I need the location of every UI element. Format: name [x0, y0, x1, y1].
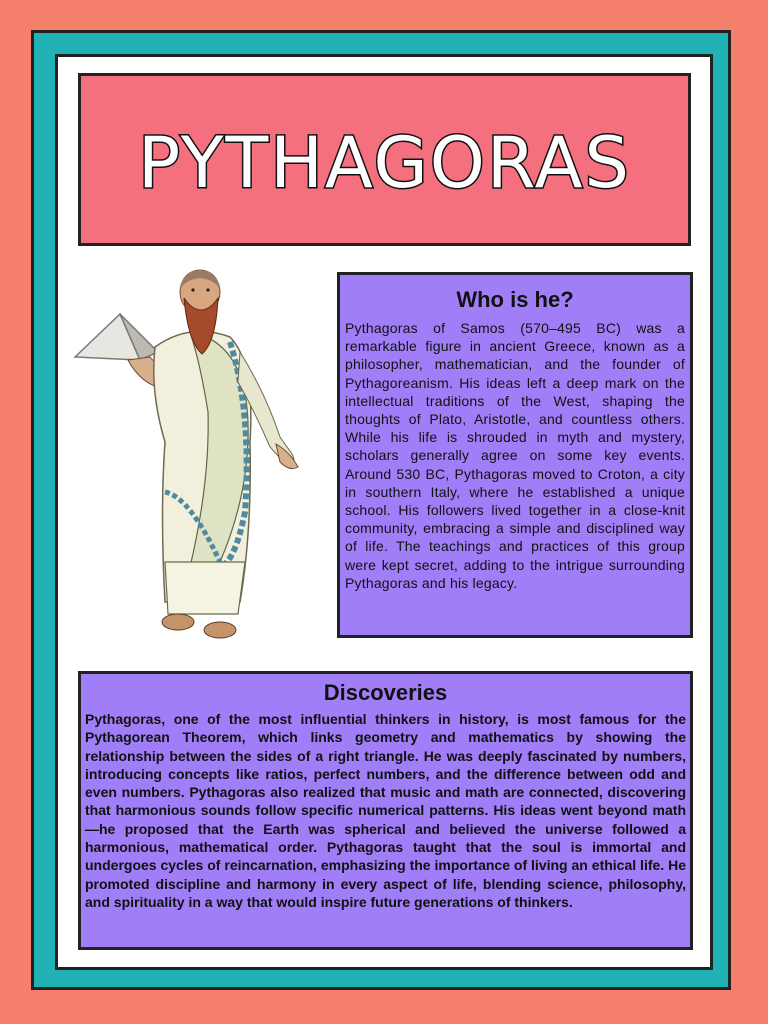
- title-banner: [78, 73, 691, 246]
- who-is-he-section: [337, 272, 693, 638]
- who-is-he-heading: Who is he?: [456, 287, 574, 312]
- pythagoras-figure-image: [70, 262, 310, 662]
- pythagoras-illustration: [70, 262, 310, 662]
- discoveries-section: [78, 671, 693, 950]
- who-is-he-text: Pythagoras of Samos (570–495 BC) was a remarkable figure in ancient Greece, known as a philosopher, mathematician, and the founder of Pythagoreanism. His ideas left a deep mark on the intellectual traditions of the West, shaping the thoughts of Plato, Aristotle, and countless others. While his life is shrouded in myth and mystery, scholars generally agree on some key events. Around 530 BC, Pythagoras moved to Croton, a city in southern Italy, where he established a unique school. His followers lived together in a close-knit community, embracing a simple and disciplined way of life. The teachings and practices of this group were kept secret, adding to the intrigue surrounding Pythagoras and his legacy.: [345, 320, 685, 591]
- discoveries-heading: Discoveries: [323, 680, 448, 705]
- discoveries-text: Pythagoras, one of the most influential thinkers in history, is most famous for the Pythagorean Theorem, which links geometry and mathematics by showing the relationship between the sides of a right triangle. He was deeply fascinated by numbers, introducing concepts like ratios, perfect numbers, and the difference between odd and even numbers. Pythagoras also realized that music and math are connected, discovering that harmonious sounds follow specific numerical patterns. His ideas went beyond math—he proposed that the Earth was spherical and believed the universe followed a harmonious, mathematical order. Pythagoras taught that the soul is immortal and undergoes cycles of reincarnation, emphasizing the importance of living an ethical life. He promoted discipline and harmony in every aspect of life, blending science, philosophy, and spirituality in a way that would inspire future generations of thinkers.: [85, 711, 686, 910]
- poster-title: PYTHAGORAS: [138, 121, 631, 204]
